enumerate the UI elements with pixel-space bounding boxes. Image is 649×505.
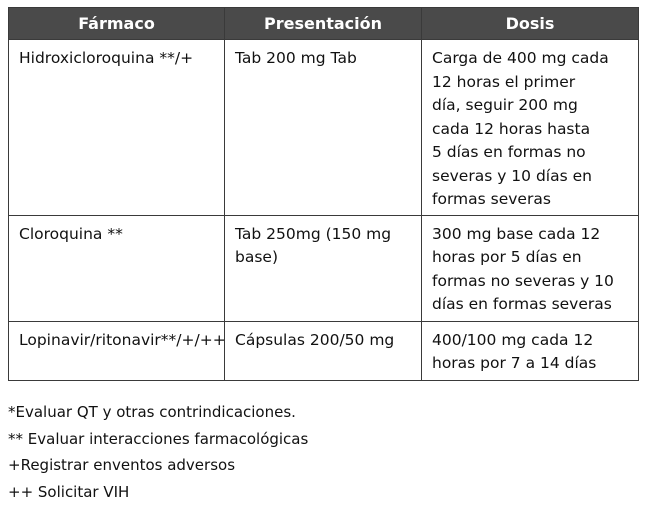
table-header-row xyxy=(9,8,639,40)
header-drug: Fármaco xyxy=(9,8,225,40)
dose-cell: 300 mg base cada 12 horas por 5 días en formas no severas y 10 días en formas severas xyxy=(422,215,639,321)
dose-cell: 400/100 mg cada 12 horas por 7 a 14 días xyxy=(422,321,639,380)
drug-table xyxy=(8,7,639,381)
footnote-adverse-events: +Registrar enventos adversos xyxy=(8,452,308,479)
drug-cell: Hidroxicloroquina **/+ xyxy=(9,40,225,216)
table-row xyxy=(9,215,639,321)
header-dose: Dosis xyxy=(422,8,639,40)
table-row xyxy=(9,321,639,380)
presentation-cell: Tab 200 mg Tab xyxy=(225,40,422,216)
presentation-cell: Cápsulas 200/50 mg xyxy=(225,321,422,380)
header-presentation: Presentación xyxy=(225,8,422,40)
table-row xyxy=(9,40,639,216)
footnotes xyxy=(8,399,308,505)
presentation-cell: Tab 250mg (150 mg base) xyxy=(225,215,422,321)
footnote-qt: *Evaluar QT y otras contrindicaciones. xyxy=(8,399,308,426)
drug-cell: Lopinavir/ritonavir**/+/++ xyxy=(9,321,225,380)
drug-cell: Cloroquina ** xyxy=(9,215,225,321)
footnote-interactions: ** Evaluar interacciones farmacológicas xyxy=(8,426,308,453)
footnote-hiv: ++ Solicitar VIH xyxy=(8,479,308,505)
dose-cell: Carga de 400 mg cada 12 horas el primer día, seguir 200 mg cada 12 horas hasta 5 días en formas no severas y 10 días en formas severas xyxy=(422,40,639,216)
